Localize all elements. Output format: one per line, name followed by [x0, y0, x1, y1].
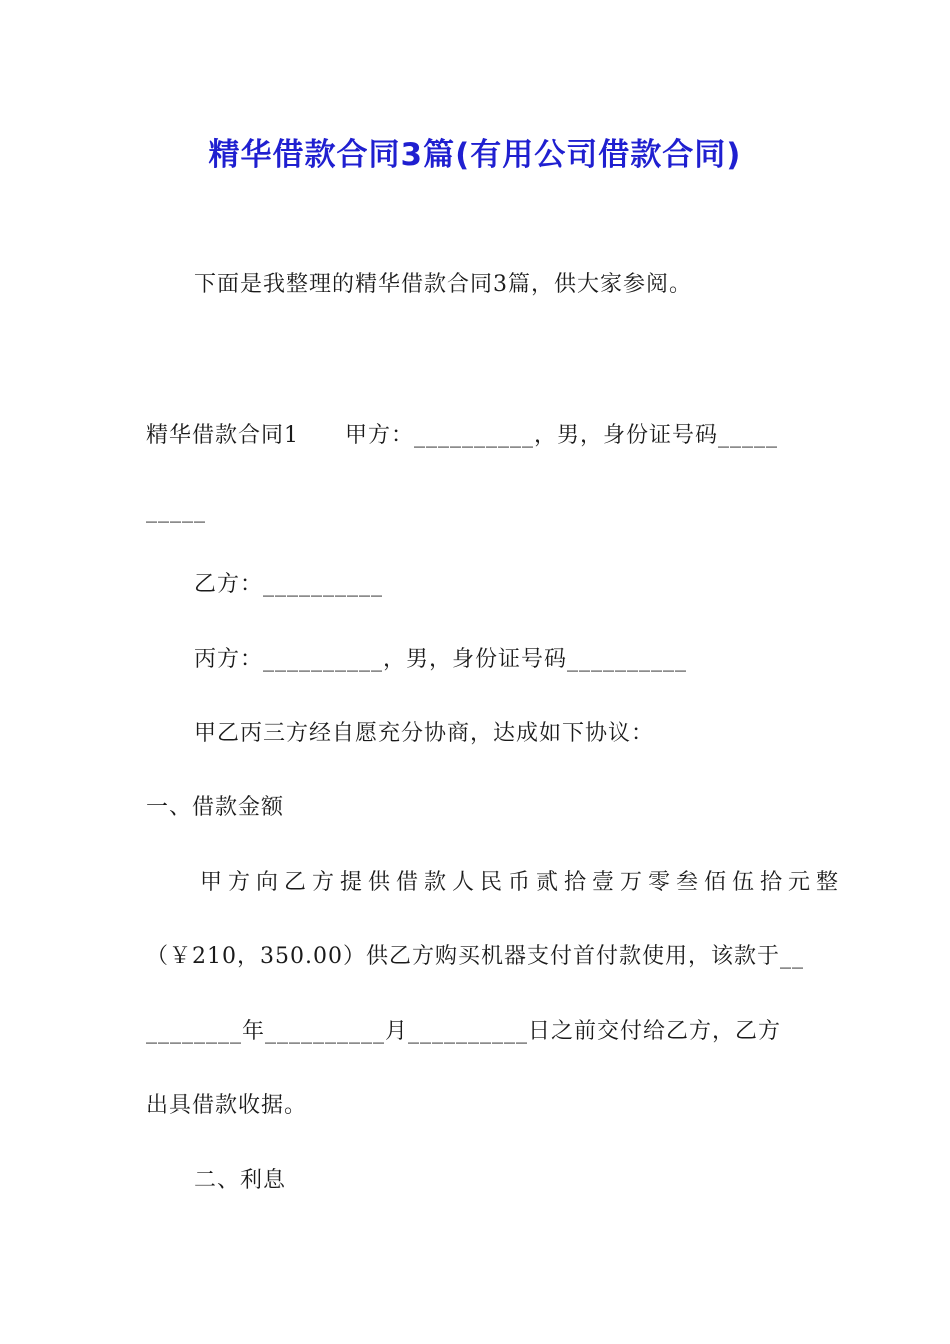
section-1-paragraph-line-1: 甲方向乙方提供借款人民币贰拾壹万零叁佰伍拾元整: [200, 870, 845, 895]
party-b-line: 乙方：__________: [194, 572, 384, 597]
document-title: 精华借款合同3篇(有用公司借款合同): [208, 137, 742, 173]
section-1-paragraph-line-2: （￥210，350.00）供乙方购买机器支付首付款使用，该款于__: [146, 944, 804, 969]
section-2-heading: 二、利息: [194, 1168, 287, 1193]
party-c-line: 丙方：__________，男，身份证号码__________: [194, 647, 688, 672]
intro-paragraph: 下面是我整理的精华借款合同3篇，供大家参阅。: [194, 272, 692, 297]
contract1-party-a-line: 精华借款合同1 甲方：__________，男，身份证号码_____: [146, 423, 778, 448]
section-1-paragraph-line-3: ________年__________月__________日之前交付给乙方，乙方: [146, 1019, 782, 1044]
section-1-paragraph-line-4: 出具借款收据。: [146, 1093, 308, 1118]
contract1-party-a-line-cont: _____: [146, 498, 206, 523]
section-1-heading: 一、借款金额: [146, 795, 285, 820]
agreement-line: 甲乙丙三方经自愿充分协商，达成如下协议：: [194, 721, 655, 746]
